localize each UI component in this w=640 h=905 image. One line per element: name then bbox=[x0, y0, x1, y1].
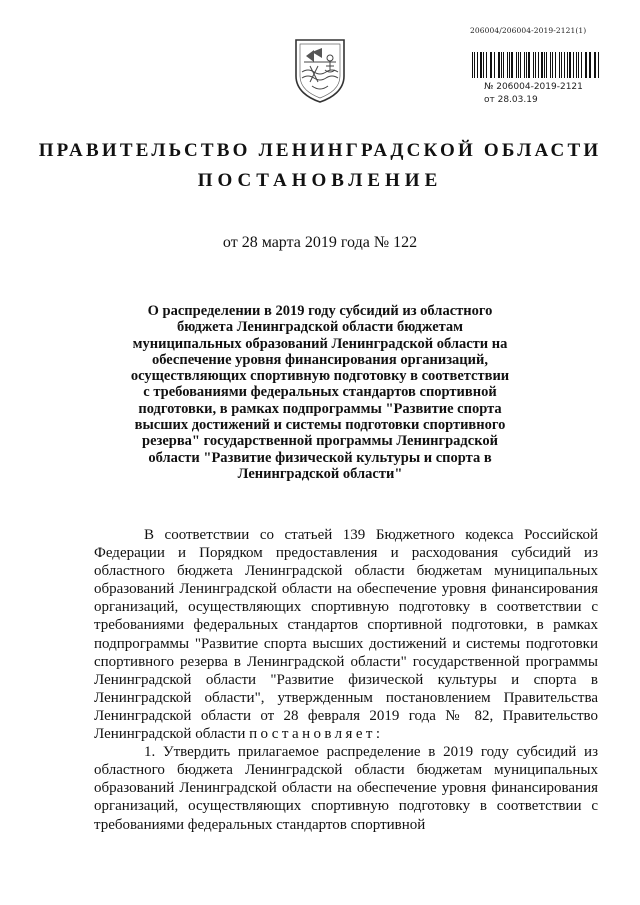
barcode-bar bbox=[477, 52, 478, 78]
government-title: ПРАВИТЕЛЬСТВО ЛЕНИНГРАДСКОЙ ОБЛАСТИ bbox=[38, 140, 602, 161]
barcode-bar bbox=[585, 52, 586, 78]
barcode-bar bbox=[598, 52, 599, 78]
barcode-bar bbox=[503, 52, 504, 78]
barcode-bar bbox=[528, 52, 530, 78]
barcode-bar bbox=[586, 52, 587, 78]
registration-number: № 206004-2019-2121 bbox=[484, 82, 583, 92]
barcode-bar bbox=[535, 52, 536, 78]
barcode bbox=[472, 52, 602, 78]
barcode-bar bbox=[569, 52, 571, 78]
barcode-bar bbox=[509, 52, 510, 78]
barcode-bar bbox=[494, 52, 495, 78]
barcode-bar bbox=[480, 52, 482, 78]
barcode-bar bbox=[561, 52, 562, 78]
barcode-bar bbox=[538, 52, 539, 78]
item-1-paragraph: 1. Утвердить прилагаемое распределение в 2019 году субсидий из областного бюджета Ленинградской области бюджетам муниципальных образований Ленинградской области на обеспечение уровня финансирования организаций, осуществляющих спортивную подготовку в соответствии с требованиями федеральных стандартов спортивной bbox=[94, 744, 598, 833]
barcode-bar bbox=[483, 52, 484, 78]
document-body bbox=[94, 526, 598, 834]
barcode-bar bbox=[490, 52, 491, 78]
document-heading: О распределении в 2019 году субсидий из областного бюджета Ленинградской области бюджетам муниципальных образований Ленинградской области на обеспечение уровня финансирования организаций, осуществляющих спортивную подготовку в соответствии с требованиями федеральных стандартов спортивной подготовки, в рамках подпрограммы "Развитие спорта высших достижений и системы подготовки спортивного резерва" государственной программы Ленинградской области "Развитие физической культуры и спорта в Ленинградской области" bbox=[130, 303, 510, 482]
barcode-bar bbox=[472, 52, 473, 78]
barcode-bar bbox=[498, 52, 500, 78]
barcode-bar bbox=[550, 52, 552, 78]
decree-word: постановляет: bbox=[249, 726, 384, 743]
barcode-bar bbox=[581, 52, 582, 78]
barcode-bar bbox=[533, 52, 534, 78]
barcode-bar bbox=[573, 52, 574, 78]
barcode-bar bbox=[555, 52, 556, 78]
barcode-bar bbox=[589, 52, 591, 78]
barcode-bar bbox=[507, 52, 508, 78]
barcode-bar bbox=[511, 52, 513, 78]
registration-date: от 28.03.19 bbox=[484, 95, 538, 105]
coat-of-arms-emblem bbox=[292, 36, 348, 104]
barcode-bar bbox=[474, 52, 475, 78]
barcode-bar bbox=[491, 52, 492, 78]
barcode-bar bbox=[516, 52, 517, 78]
barcode-bar bbox=[594, 52, 595, 78]
barcode-bar bbox=[595, 52, 596, 78]
barcode-bar bbox=[552, 52, 553, 78]
document-type: ПОСТАНОВЛЕНИЕ bbox=[197, 170, 443, 191]
barcode-bar bbox=[578, 52, 579, 78]
barcode-bar bbox=[576, 52, 577, 78]
barcode-bar bbox=[520, 52, 521, 78]
barcode-bar bbox=[518, 52, 519, 78]
preamble-text: В соответствии со статьей 139 Бюджетного кодекса Российской Федерации и Порядком предоставления и расходования субсидий из областного бюджета Ленинградской области бюджетам муниципальных образований Ленинградской области на обеспечение уровня финансирования организаций, осуществляющих спортивную подготовку в соответствии с требованиями федеральных стандартов спортивной подготовки, в рамках подпрограммы "Развитие спорта высших достижений и системы подготовки спортивного резерва в Ленинградской области" государственной программы Ленинградской области "Развитие физической культуры и спорта в Ленинградской области", утвержденным постановлением Правительства Ленинградской области от 28 февраля 2019 года № 82, Правительство Ленинградской области bbox=[94, 527, 598, 743]
preamble-paragraph bbox=[94, 526, 598, 743]
document-id: 206004/206004-2019-2121(1) bbox=[470, 26, 587, 35]
barcode-bar bbox=[567, 52, 568, 78]
barcode-bar bbox=[486, 52, 487, 78]
barcode-bar bbox=[559, 52, 560, 78]
barcode-bar bbox=[546, 52, 547, 78]
barcode-bar bbox=[564, 52, 565, 78]
barcode-bar bbox=[544, 52, 545, 78]
barcode-bar bbox=[541, 52, 542, 78]
barcode-bar bbox=[524, 52, 525, 78]
barcode-bar bbox=[526, 52, 527, 78]
barcode-bar bbox=[501, 52, 502, 78]
document-date: от 28 марта 2019 года № 122 bbox=[222, 234, 418, 251]
